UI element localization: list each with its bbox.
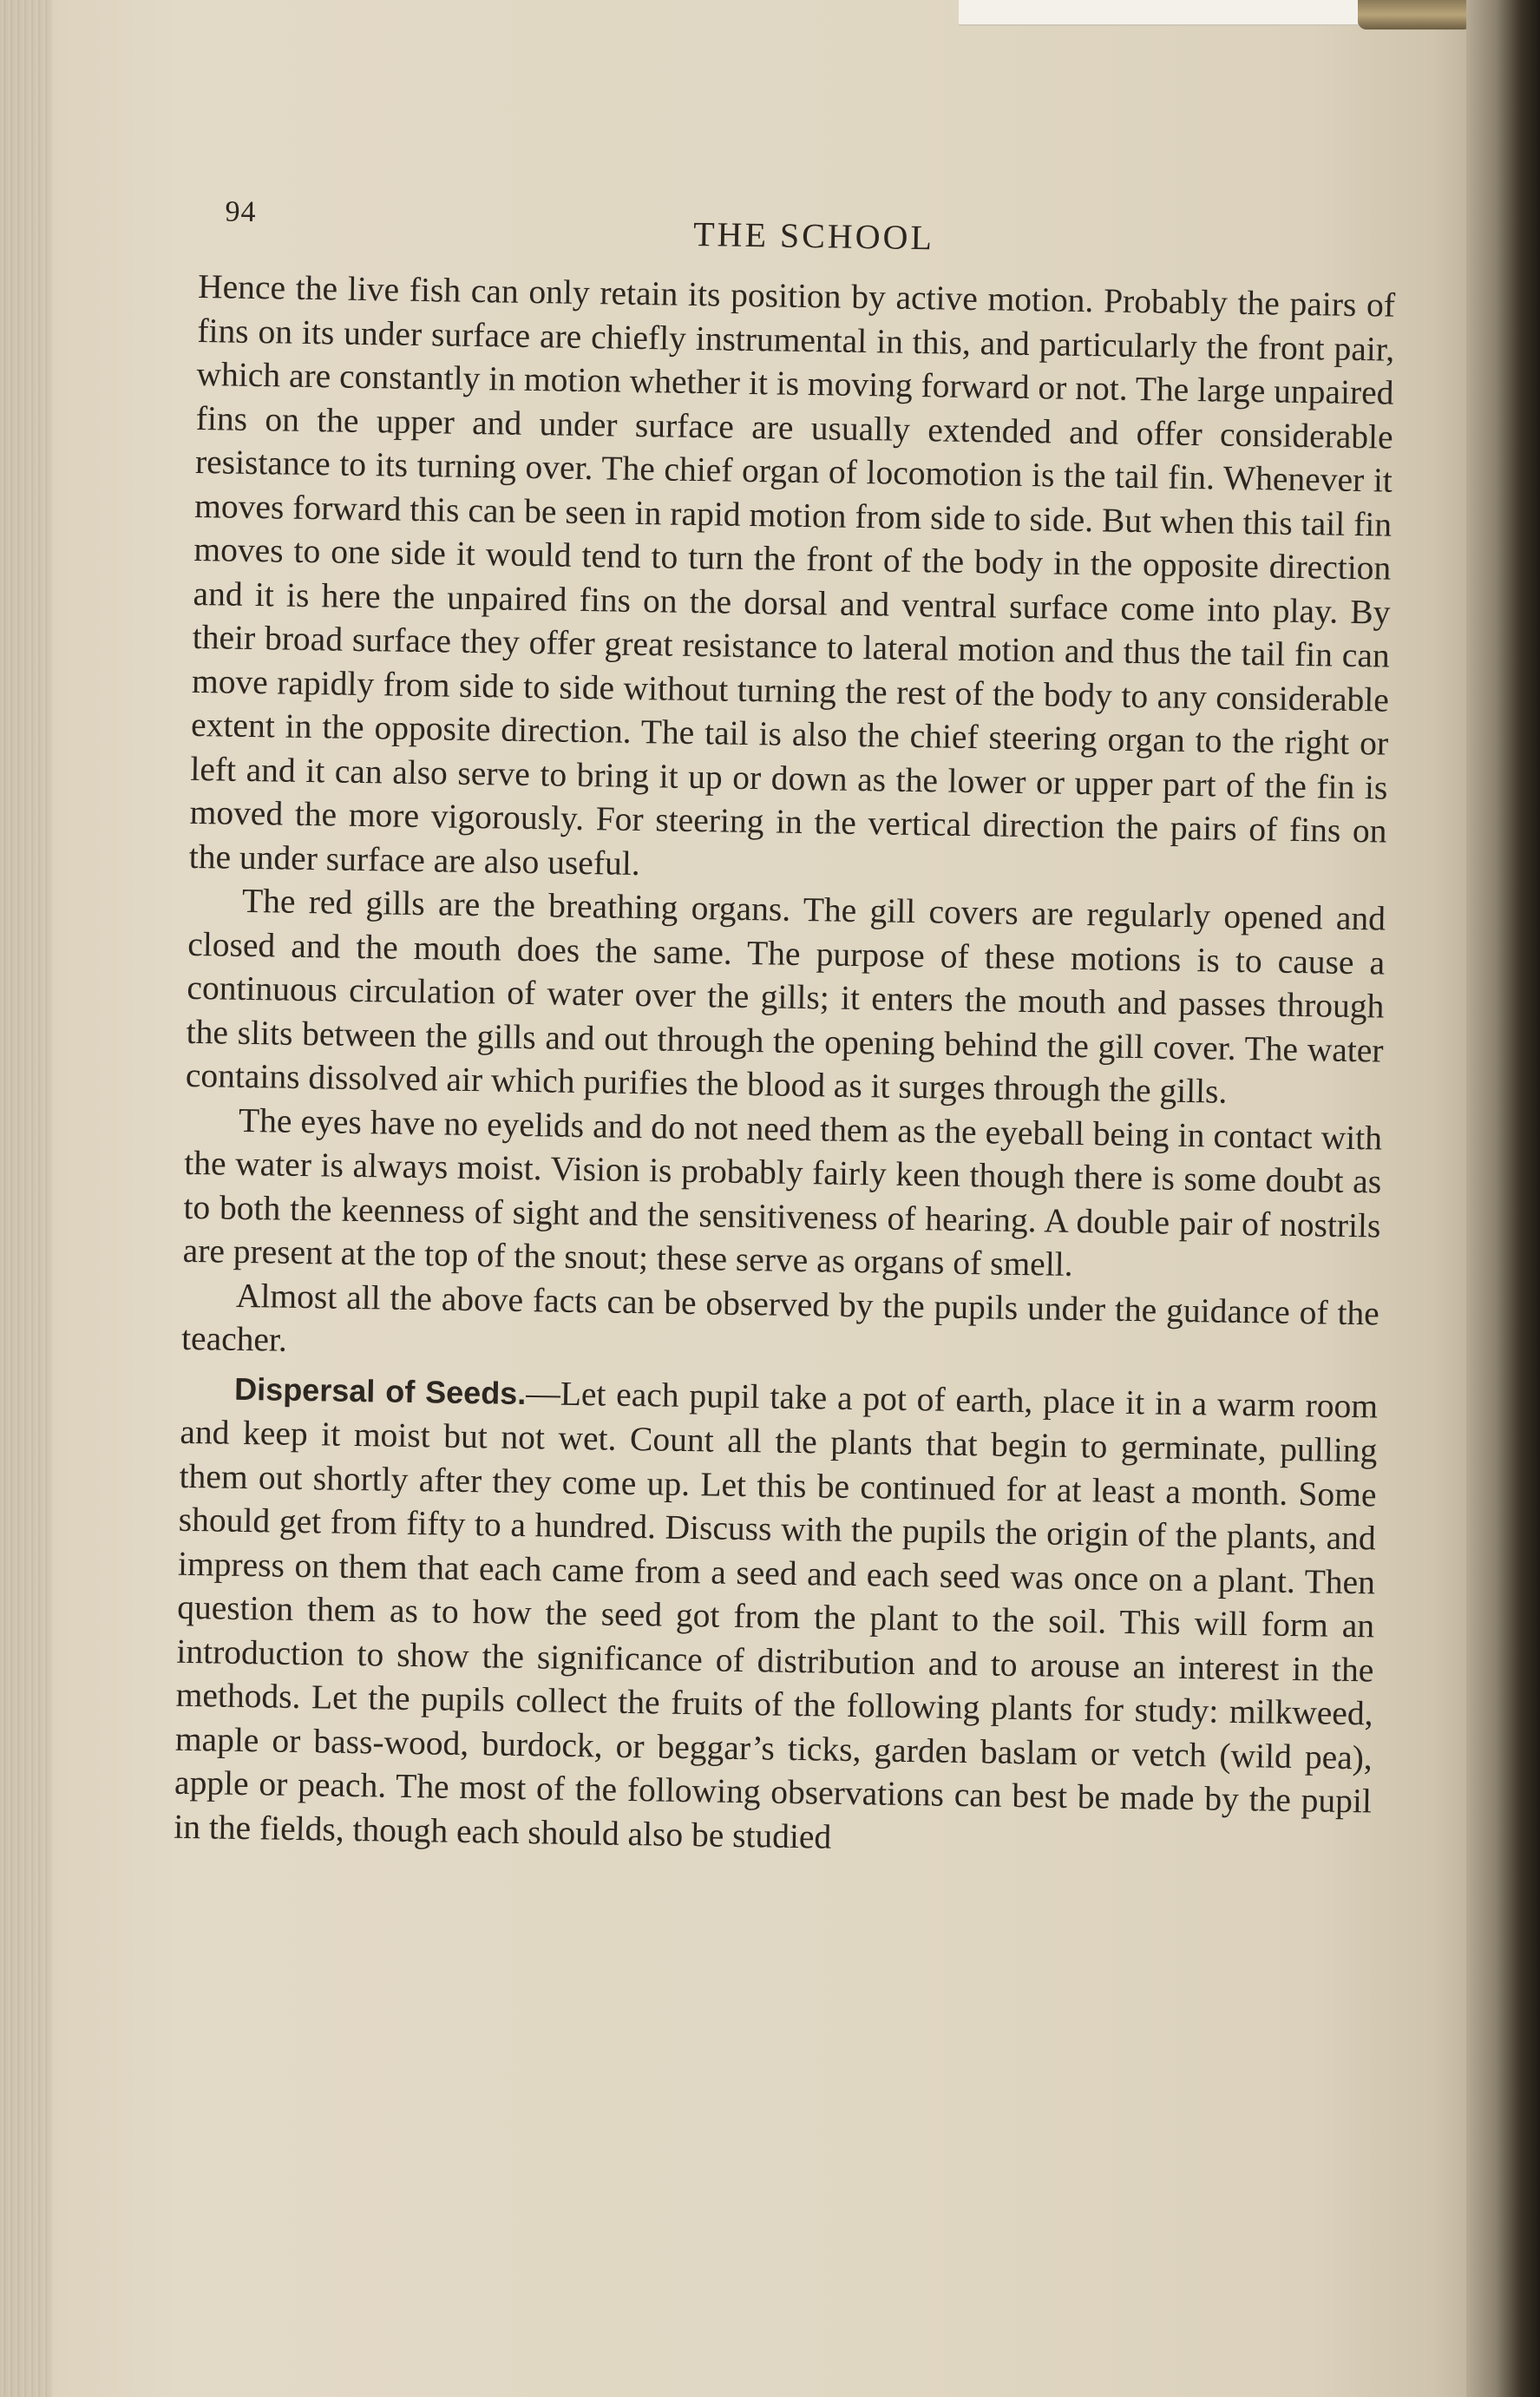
paragraph-dispersal-of-seeds [174, 1365, 1379, 1867]
paragraph-gills: The red gills are the breathing organs. The gill covers are regularly opened and closed and the mouth does the same. The purpose of these motions is to cause a continuous circulation of water over the gills; it enters the mouth and passes through the slits between the gills and out through the opening behind the gill cover. The water contains dissolved air which purifies the blood as it surges through the gills. [185, 881, 1386, 1111]
section-text: —Let each pupil take a pot of earth, place it in a warm room and keep it moist but not wet. Count all the plants that begin to germinate, pulling them out shortly after they come up. Let this be continued for at least a month. Some should get from fifty to a hundred. Discuss with the pupils the origin of the plants, and impress on them that each came from a seed and each seed was once on a plant. Then question them as to how the seed got from the plant to the soil. This will form an introduction to show the significance of distribution and to arouse an interest in the methods. Let the pupils collect the fruits of the following plants for study: milkweed, maple or bass-wood, burdock, or beggar’s ticks, garden baslam or vetch (wild pea), apple or peach. The most of the following observations can best be made by the pupil in the fields, though each should also be studied [173, 1373, 1379, 1856]
running-head: THE SCHOOL [692, 213, 935, 258]
book-spine-shadow [1466, 0, 1540, 2397]
binding-clip [1358, 0, 1479, 30]
page-number: 94 [225, 195, 257, 229]
paragraph-fish-motion: Hence the live fish can only retain its position by active motion. Probably the pairs of fins on its under surface are chiefly instrumental in this, and particularly the front pair, which are constantly in motion whether it is moving forward or not. The large unpaired fins on the upper and under surface are usually extended and offer considerable resistance to its turning over. The chief organ of locomotion is the tail fin. Whenever it moves forward this can be seen in rapid motion from side to side. But when this tail fin moves to one side it would tend to turn the front of the body in the opposite direction and it is here the unpaired fins on the dorsal and ventral surface come into play. By their broad surface they offer great resistance to lateral motion and thus the tail fin can move rapidly from side to side without turning the rest of the body to any considerable extent in the opposite direction. The tail is also the chief steering organ to the right or left and it can also serve to bring it up or down as the lower or upper part of the fin is moved the more vigorously. For steering in the vertical direction the pairs of fins on the under surface are also useful. [188, 266, 1396, 883]
paper-slip [959, 0, 1358, 26]
paragraph-eyes: The eyes have no eyelids and do not need them as the eyeball being in contact with the water is always moist. Vision is probably fairly keen though there is some doubt as to both the keenness of sight and the sensitiveness of hearing. A double pair of nostrils are present at the top of the snout; these serve as organs of smell. [182, 1100, 1383, 1284]
paragraph-observation: Almost all the above facts can be observed by the pupils under the guidance of the teacher. [180, 1276, 1380, 1359]
page-stack-edge [0, 0, 52, 2397]
page-content [174, 187, 1397, 1867]
section-heading: Dispersal of Seeds. [233, 1370, 527, 1411]
